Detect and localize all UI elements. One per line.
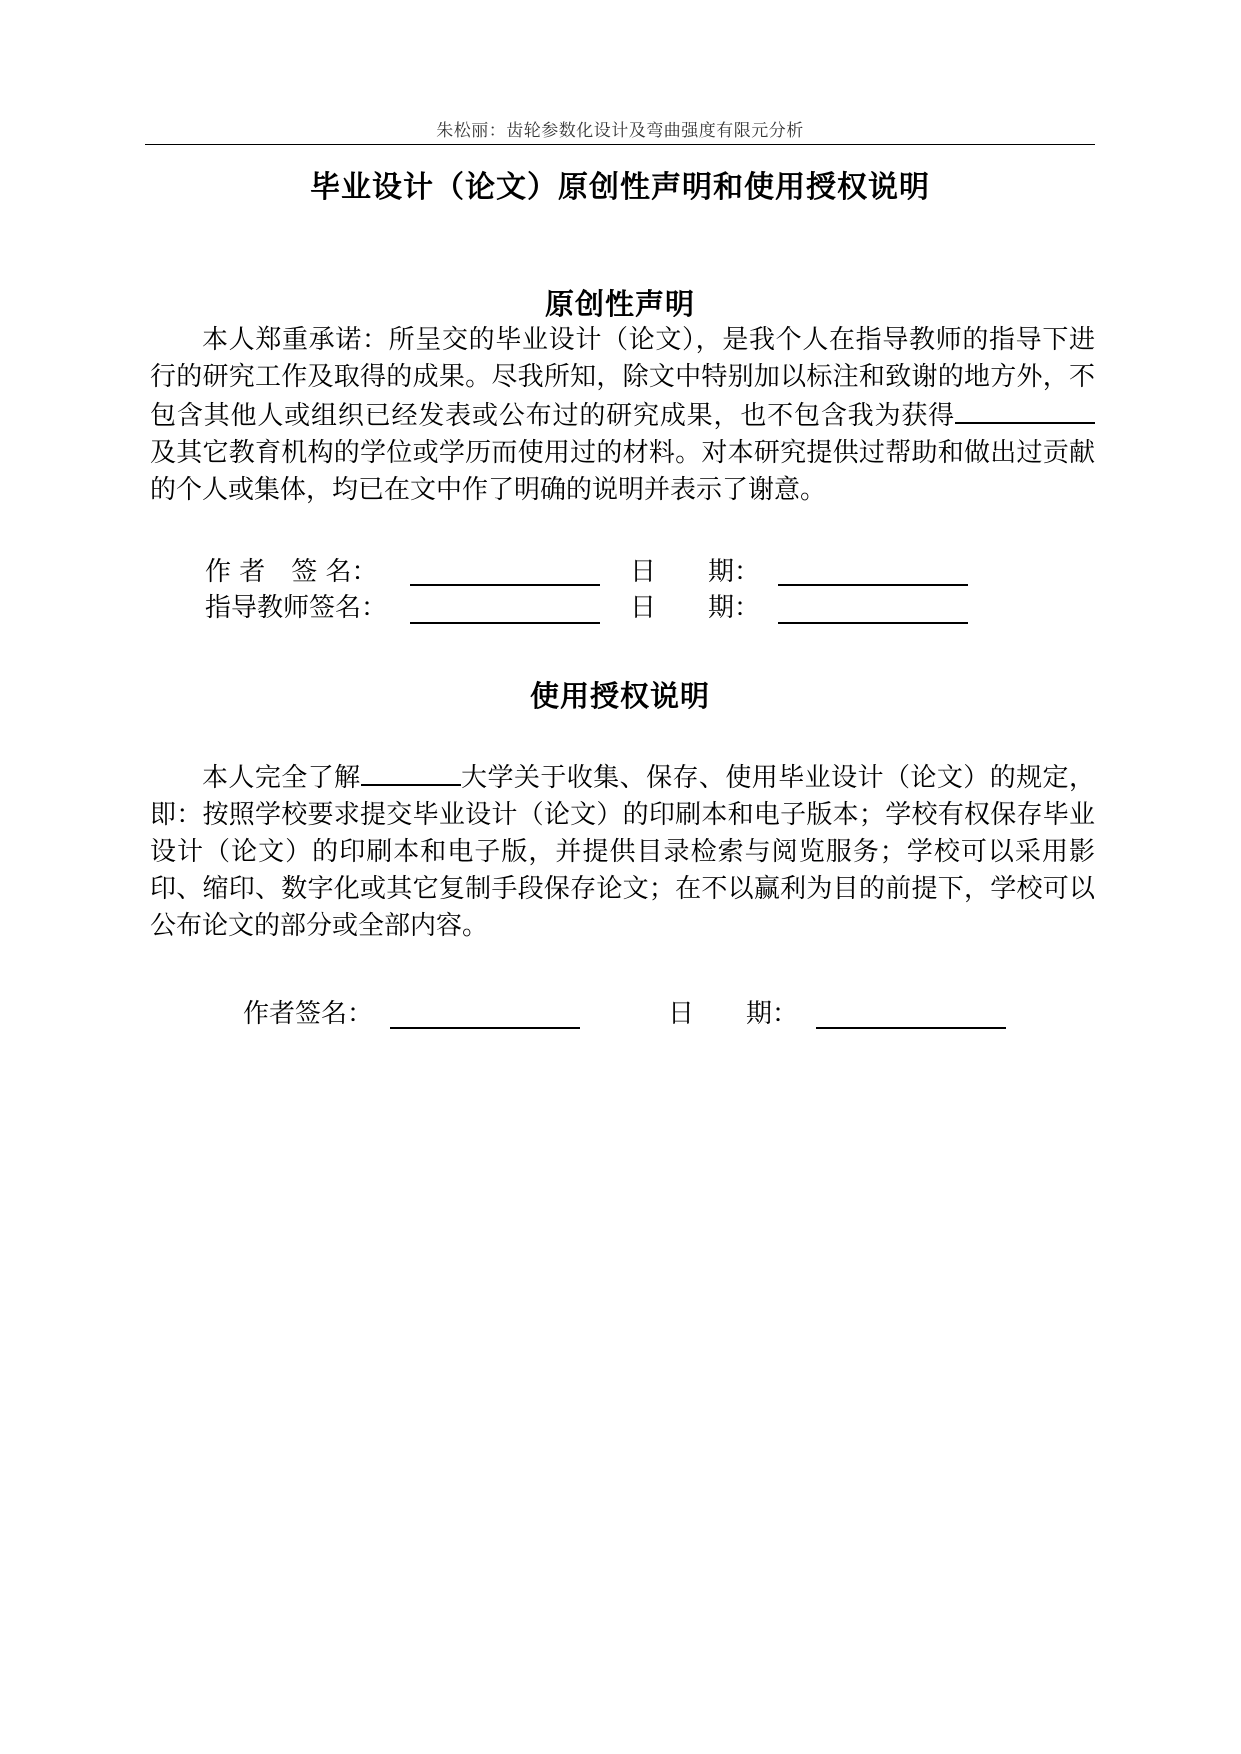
authorization-signature-line[interactable]	[390, 1027, 580, 1029]
originality-text-part1: 本人郑重承诺：所呈交的毕业设计（论文），是我个人在指导教师的指导下进行的研究工作及取得的成果。尽我所知，除文中特别加以标注和致谢的地方外，不包含其他人或组织已经发表或公布过的研究成果，也不包含我为获得	[150, 325, 1095, 431]
authorization-date-label: 日 期：	[668, 999, 799, 1029]
document-title: 毕业设计（论文）原创性声明和使用授权说明	[310, 170, 930, 205]
originality-heading: 原创性声明	[544, 287, 695, 321]
advisor-signature-line[interactable]	[410, 622, 600, 624]
author-date-line[interactable]	[778, 584, 968, 586]
authorization-text-part1: 本人完全了解	[202, 763, 361, 793]
degree-blank[interactable]	[955, 396, 1095, 424]
authorization-author-label: 作者签名：	[243, 999, 374, 1029]
originality-paragraph	[150, 322, 1095, 509]
authorization-paragraph	[150, 758, 1095, 945]
authorization-date-line[interactable]	[816, 1027, 1006, 1029]
author-date-label: 日 期：	[630, 557, 761, 587]
advisor-sign-label: 指导教师签名：	[205, 593, 388, 623]
header-rule	[145, 144, 1095, 145]
author-signature-line[interactable]	[410, 584, 600, 586]
authorization-text-part2: 大学关于收集、保存、使用毕业设计（论文）的规定，即：按照学校要求提交毕业设计（论文）的印刷本和电子版本；学校有权保存毕业设计（论文）的印刷本和电子版，并提供目录检索与阅览服务；学校可以采用影印、缩印、数字化或其它复制手段保存论文；在不以赢利为目的前提下，学校可以公布论文的部分或全部内容。	[150, 763, 1095, 941]
author-sign-label: 作 者 签 名：	[205, 557, 378, 587]
authorization-heading: 使用授权说明	[529, 679, 710, 713]
originality-text-part2: 及其它教育机构的学位或学历而使用过的材料。对本研究提供过帮助和做出过贡献的个人或集体，均已在文中作了明确的说明并表示了谢意。	[150, 438, 1095, 505]
advisor-date-label: 日 期：	[630, 593, 761, 623]
running-header: 朱松丽：齿轮参数化设计及弯曲强度有限元分析	[436, 121, 804, 141]
university-blank[interactable]	[361, 758, 461, 786]
advisor-date-line[interactable]	[778, 622, 968, 624]
